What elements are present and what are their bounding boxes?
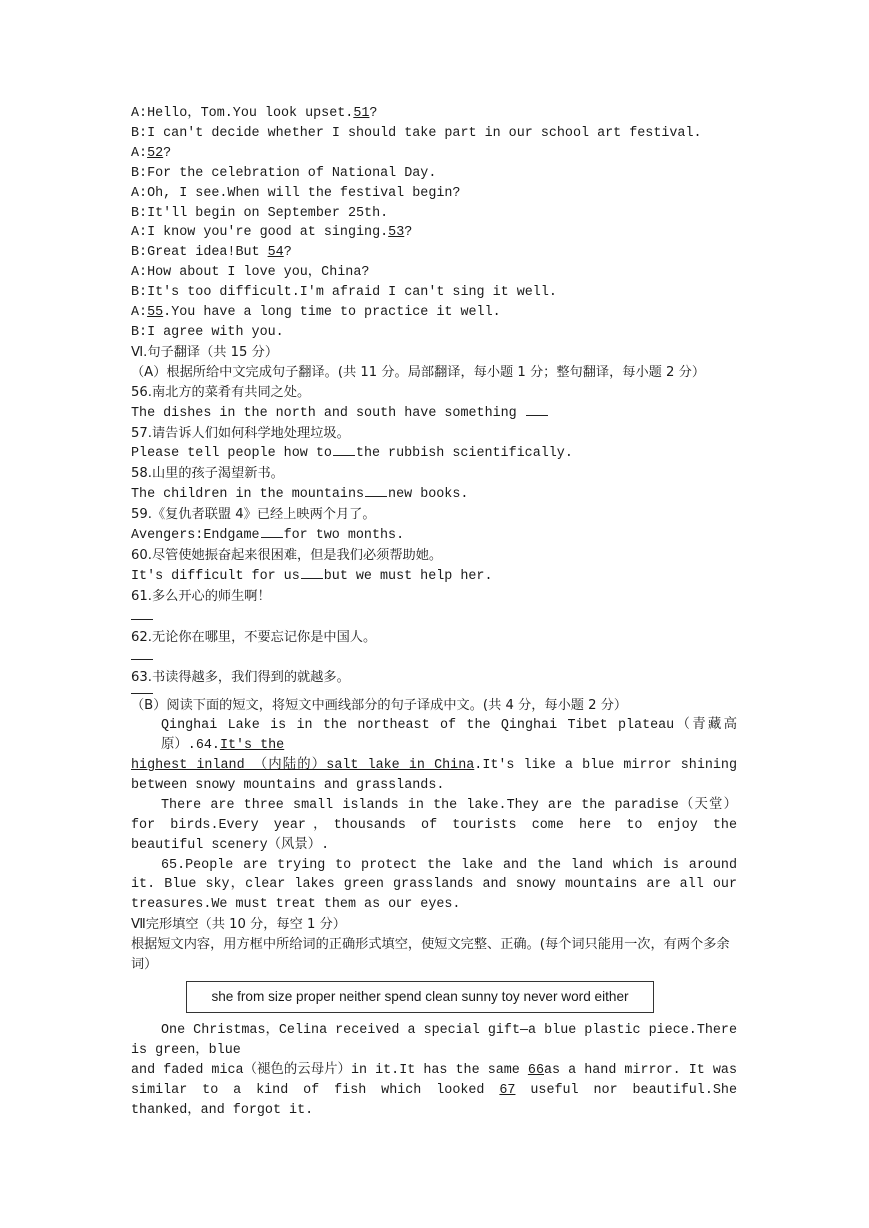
question-cn: 58.山里的孩子渴望新书。 [131, 466, 284, 482]
question-en [131, 484, 737, 505]
blank-number: 54 [267, 245, 284, 261]
dialogue-line [131, 263, 737, 283]
answer-blank[interactable] [131, 607, 153, 620]
blank-number: 51 [353, 106, 370, 121]
question-text: Please tell people how to [131, 446, 332, 462]
underlined-sentence: highest inland （内陆的）salt lake in China [131, 758, 475, 773]
question-en [131, 443, 737, 464]
question-cn: 57.请告诉人们如何科学地处理垃圾。 [131, 425, 350, 441]
blank-number: 53 [388, 225, 405, 241]
passage-paragraph [131, 756, 737, 796]
question-text: It's difficult for us [131, 568, 300, 584]
dialogue-line [131, 124, 737, 144]
dialogue-line [131, 184, 737, 204]
section-instruction: （B）阅读下面的短文，将短文中画线部分的句子译成中文。(共 4 分，每小题 2 分） [131, 698, 628, 714]
section-heading: Ⅵ.句子翻译（共 15 分） [131, 344, 279, 360]
section-instruction: 根据短文内容，用方框中所给词的正确形式填空，使短文完整、正确。(每个词只能用一次，有两个多余词） [131, 937, 730, 973]
document-page [131, 104, 737, 1121]
answer-blank[interactable] [131, 689, 153, 694]
question-cn: 59.《复仇者联盟 4》已经上映两个月了。 [131, 507, 376, 523]
question-cn: 63.书读得越多，我们得到的就越多。 [131, 670, 350, 686]
question-text: but we must help her. [323, 568, 493, 584]
question-text: Avengers:Endgame [131, 528, 260, 544]
line-text: A:I know you're good at singing. [131, 225, 389, 241]
dialogue-line [131, 164, 737, 184]
blank-number: 55 [147, 305, 164, 321]
line-text: B:For the celebration of National Day. [131, 165, 437, 181]
question-cn: 56.南北方的菜肴有共同之处。 [131, 384, 311, 400]
question-cn: 60.尽管使她振奋起来很困难，但是我们必须帮助她。 [131, 547, 443, 563]
line-text: A: [131, 145, 148, 161]
section-heading: Ⅶ完形填空（共 10 分，每空 1 分） [131, 917, 346, 933]
blank-number: 67 [499, 1082, 516, 1098]
passage-paragraph: 65.People are trying to protect the lake and the land which is around it. Blue sky，clear lakes green grasslands and snowy mountains are all our treasures.We must treat them as our eyes. [131, 857, 737, 913]
dialogue-line [131, 104, 737, 124]
question-text: the rubbish scientifically. [355, 446, 573, 462]
dialogue-line [131, 204, 737, 224]
line-text: B:I agree with you. [131, 324, 284, 340]
line-text: ? [404, 225, 413, 241]
paragraph-text: .It's like a blue mirror shining between snowy mountains and grasslands. [131, 758, 737, 793]
paragraph-text: as a hand mirror. It was similar to a kind of fish which looked [131, 1062, 737, 1098]
blank-number: 52 [147, 145, 164, 161]
question-cn: 62.无论你在哪里，不要忘记你是中国人。 [131, 629, 377, 645]
word-bank-box: she from size proper neither spend clean sunny toy never word either [186, 981, 654, 1013]
line-text: A: [131, 305, 148, 321]
dialogue-line [131, 303, 737, 323]
dialogue-line [131, 144, 737, 164]
answer-blank[interactable] [301, 566, 323, 579]
line-text: A:Oh, I see.When will the festival begin? [131, 185, 461, 201]
question-text: for two months. [283, 528, 405, 544]
passage-paragraph [131, 1061, 737, 1121]
dialogue-line [131, 283, 737, 303]
dialogue-line [131, 243, 737, 263]
question-en [131, 647, 737, 668]
question-text: new books. [388, 487, 469, 503]
paragraph-text: and faded mica（褪色的云母片）in it.It has the same [131, 1062, 528, 1078]
question-text: The dishes in the north and south have something [131, 405, 525, 421]
answer-blank[interactable] [333, 443, 355, 456]
question-en [131, 607, 737, 628]
line-text: B:Great idea!But [131, 245, 268, 261]
answer-blank[interactable] [261, 525, 283, 538]
section-instruction: （A）根据所给中文完成句子翻译。(共 11 分。局部翻译，每小题 1 分；整句翻译，每小题 2 分） [131, 364, 706, 380]
passage-paragraph: There are three small islands in the lake.They are the paradise（天堂）for birds.Every year，thousands of tourists come here to enjoy the beautiful scenery（风景）. [131, 797, 737, 853]
passage-paragraph: One Christmas，Celina received a special gift—a blue plastic piece.There is green，blue [131, 1022, 737, 1058]
question-en [131, 525, 737, 546]
paragraph-text: Qinghai Lake is in the northeast of the Qinghai Tibet plateau（青藏高原）.64. [161, 718, 737, 754]
answer-blank[interactable] [526, 403, 548, 416]
dialogue [131, 104, 737, 343]
dialogue-line [131, 323, 737, 343]
question-en [131, 688, 737, 696]
question-text: The children in the mountains [131, 487, 365, 503]
line-text: B:I can't decide whether I should take part in our school art festival. [131, 125, 702, 141]
answer-blank[interactable] [365, 484, 387, 497]
dialogue-line [131, 223, 737, 243]
passage-paragraph [131, 716, 737, 756]
paragraph-text: useful nor beautiful.She thanked，and forgot it. [131, 1082, 737, 1118]
blank-number: 66 [527, 1062, 544, 1078]
line-text: B:It's too difficult.I'm afraid I can't sing it well. [131, 285, 557, 301]
line-text: ? [283, 245, 292, 261]
line-text: A:Hello，Tom.You look upset. [131, 106, 354, 121]
line-text: .You have a long time to practice it well. [163, 305, 501, 321]
question-en [131, 566, 737, 587]
question-en [131, 403, 737, 424]
line-text: B:It'll begin on September 25th. [131, 205, 389, 221]
underlined-sentence: It's the [219, 738, 285, 754]
answer-blank[interactable] [131, 647, 153, 660]
line-text: ? [163, 145, 172, 161]
line-text: ? [369, 106, 378, 121]
question-cn: 61.多么开心的师生啊！ [131, 588, 271, 604]
line-text: A:How about I love you，China? [131, 265, 370, 281]
